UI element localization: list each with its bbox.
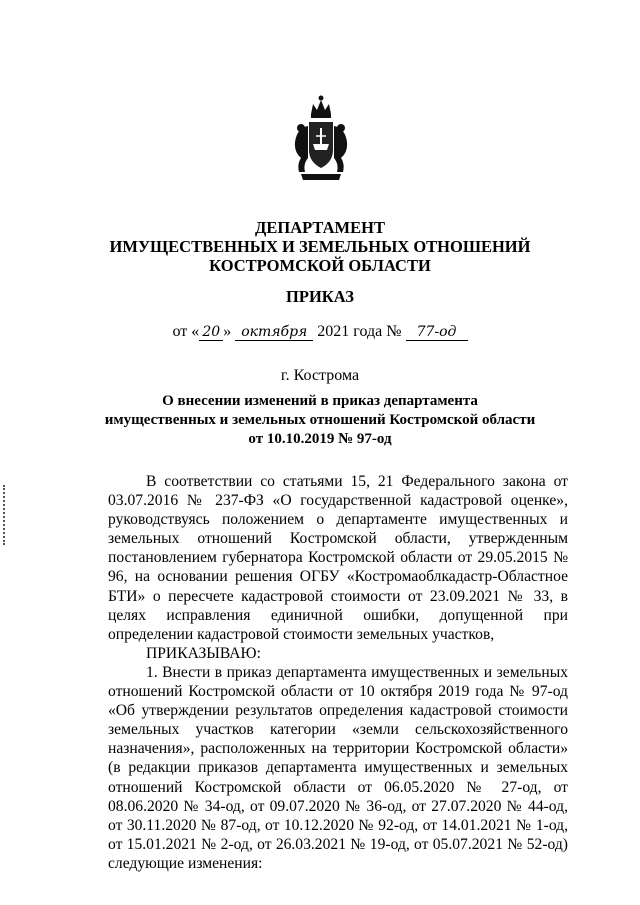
body-paragraph-1: В соответствии со статьями 15, 21 Федерального закона от 03.07.2016 № 237-ФЗ «О государственной кадастровой оценке», руководствуясь положением о департаменте имущественных и земельных отношений Костромской области, утвержденным постановлением губернатора Костромской области от 29.05.2015 № 96, на основании решения ОГБУ «Костромаоблкадастр-Областное БТИ» о пересчете кадастровой стоимости от 23.09.2021 № 33, в целях исправления единичной ошибки, допущенной при определении кадастровой стоимости земельных участков, bbox=[108, 473, 568, 643]
subject-line-2: имущественных и земельных отношений Костромской области bbox=[104, 412, 536, 428]
department-line-1: ДЕПАРТАМЕНТ bbox=[255, 218, 385, 237]
department-line-2: ИМУЩЕСТВЕННЫХ И ЗЕМЕЛЬНЫХ ОТНОШЕНИЙ bbox=[109, 237, 531, 256]
department-heading bbox=[0, 218, 640, 275]
date-day: 20 bbox=[199, 324, 223, 341]
order-subject bbox=[0, 392, 640, 449]
date-month: октября bbox=[235, 324, 313, 341]
scan-margin-mark bbox=[3, 485, 8, 545]
body-paragraph-2: ПРИКАЗЫВАЮ: bbox=[146, 644, 261, 662]
department-line-3: КОСТРОМСКОЙ ОБЛАСТИ bbox=[209, 256, 431, 275]
order-date-line bbox=[0, 323, 640, 341]
order-body bbox=[108, 472, 568, 873]
subject-line-1: О внесении изменений в приказ департамента bbox=[162, 393, 478, 409]
date-prefix: от « bbox=[172, 323, 200, 340]
subject-line-3: от 10.10.2019 № 97-од bbox=[248, 431, 392, 447]
coat-of-arms-emblem bbox=[289, 92, 353, 182]
city-name: г. Кострома bbox=[280, 367, 360, 384]
body-paragraph-3: 1. Внести в приказ департамента имущественных и земельных отношений Костромской области от 10 октября 2019 года № 97-од «Об утверждении результатов определения кадастровой стоимости земельных участков категории «земли сельскохозяйственного назначения», расположенных на территории Костромской области» (в редакции приказов департамента имущественных и земельных отношений Костромской области от 06.05.2020 № 27-од, от 08.06.2020 № 34-од, от 09.07.2020 № 36-од, от 27.07.2020 № 44-од, от 30.11.2020 № 87-од, от 10.12.2020 № 92-од, от 14.01.2021 № 1-од, от 15.01.2021 № 2-од, от 26.03.2021 № 19-од, от 05.07.2021 № 52-од) следующие изменения: bbox=[108, 663, 568, 872]
date-mid: » bbox=[223, 323, 232, 340]
date-year-text: 2021 года № bbox=[317, 323, 402, 340]
order-number: 77-од bbox=[406, 324, 468, 341]
order-title: ПРИКАЗ bbox=[286, 287, 354, 306]
